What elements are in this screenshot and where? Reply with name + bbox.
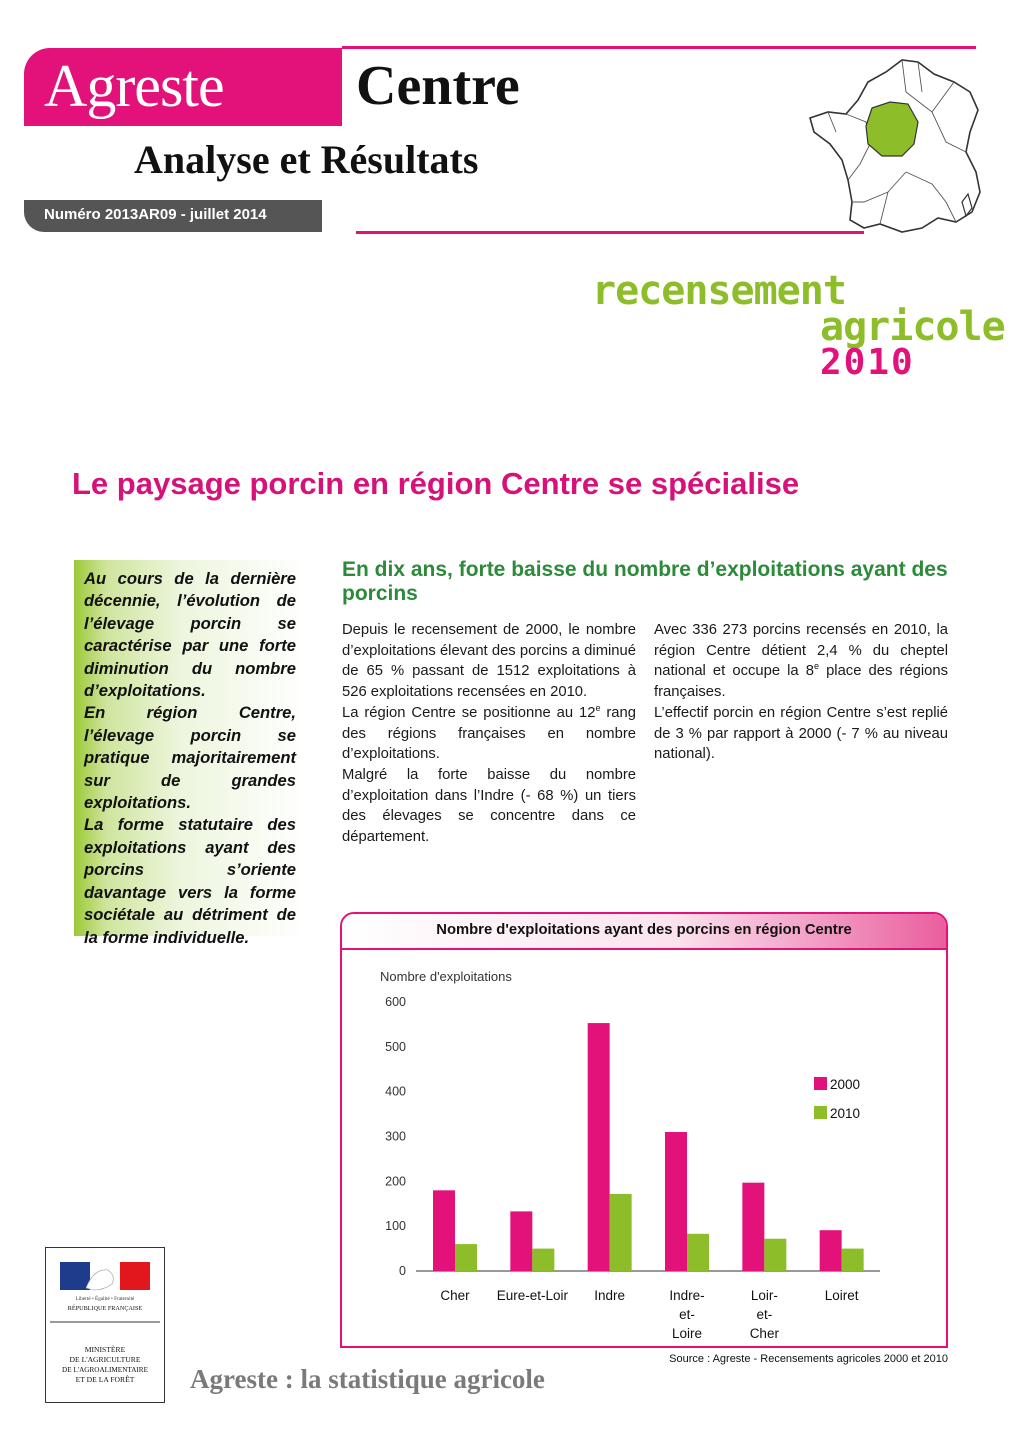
bar-2010-indre [610,1194,632,1271]
bar-2000-loiret [820,1230,842,1271]
bar-2000-eure-et-loir [510,1211,532,1271]
section-title: En dix ans, forte baisse du nombre d’exploitations ayant des porcins [342,558,948,605]
y-tick-label: 500 [385,1039,406,1054]
summary-paragraph: En région Centre, l’élevage porcin se pratique majoritairement sur de grandes exploitations. [84,703,296,813]
legend-label: 2000 [830,1077,861,1092]
ministry-line: DE L'AGROALIMENTAIRE [62,1366,148,1374]
bar-2000-indre [588,1023,610,1271]
article-paragraph: Depuis le recensement de 2000, le nombre d’exploitations élevant des porcins a diminué de 65 % passant de 1512 exploitations à 526 exploitations recensées en 2010. [342,622,636,701]
summary-text [84,568,296,949]
republic-label: RÉPUBLIQUE FRANÇAISE [67,1305,143,1312]
ministry-line: DE L'AGRICULTURE [69,1355,141,1364]
marianne-logo-icon [46,1248,164,1402]
article-paragraph: Malgré la forte baisse du nombre d’exploitation dans l’Indre (- 68 %) un tiers des élevages se concentre dans ce département. [342,766,636,846]
bar-2010-indre-et-loire [687,1234,709,1271]
ra-logo-line3: 2010 [820,342,915,383]
issue-number: Numéro 2013AR09 - juillet 2014 [44,206,267,223]
y-tick-label: 600 [385,995,406,1009]
bar-2010-cher [455,1244,477,1271]
header-bottom-rule [356,231,864,234]
x-tick-label: Eure-et-Loir [496,1288,568,1303]
bar-chart [342,950,946,1346]
y-tick-label: 200 [385,1174,406,1189]
article-paragraph: Avec 336 273 porcins recensés en 2010, la région Centre détient 2,4 % du cheptel national et occupe la 8e place des régions françaises. [654,622,948,701]
legend-label: 2010 [830,1106,861,1121]
article-paragraph: L’effectif porcin en région Centre s’est replié de 3 % par rapport à 2000 (- 7 % au niveau national). [654,704,948,763]
legend-swatch-2010 [814,1106,827,1119]
article-column-1 [342,620,636,848]
bar-2010-loir-et-cher [764,1239,786,1271]
summary-paragraph: Au cours de la dernière décennie, l’évolution de l’élevage porcin se caractérise par une forte diminution du nombre d’exploitations. [84,569,296,701]
summary-paragraph: La forme statutaire des exploitations ayant des porcins s’oriente davantage vers la forme sociétale au détriment de la forme individuelle. [84,815,296,947]
republic-motto: Liberté • Égalité • Fraternité [75,1296,135,1302]
ministry-line: ET DE LA FORÊT [75,1375,135,1384]
bar-2010-eure-et-loir [532,1249,554,1271]
y-axis-label: Nombre d'exploitations [380,969,512,984]
x-tick-label: Loiret [824,1288,859,1303]
bar-2000-loir-et-cher [742,1183,764,1271]
ra-logo-line1: recensement [592,268,846,314]
article-paragraph: La région Centre se positionne au 12e rang des régions françaises en nombre d’exploitations. [342,702,636,763]
ministry-line: MINISTÈRE [84,1345,126,1354]
ra-logo-line2: agricole [820,304,1005,350]
y-tick-label: 0 [399,1264,406,1278]
article-column-2 [654,620,948,765]
y-tick-label: 300 [385,1129,406,1144]
x-tick-label: Indre-et-Loire [669,1288,705,1341]
x-tick-label: Loir-et-Cher [749,1288,779,1341]
bar-2010-loiret [842,1249,864,1271]
footer-brand: Agreste : la statistique agricole [190,1364,545,1394]
header-top-rule [342,46,976,49]
france-map-icon [806,52,986,240]
y-tick-label: 400 [385,1084,406,1099]
x-tick-label: Indre [594,1288,626,1303]
bar-2000-cher [433,1190,455,1271]
ministry-logo [45,1247,165,1403]
x-tick-label: Cher [440,1288,470,1303]
chart-title: Nombre d'exploitations ayant des porcins en région Centre [436,922,852,938]
brand-logo: Agreste [44,53,224,119]
bar-2000-indre-et-loire [665,1132,687,1271]
y-tick-label: 100 [385,1219,406,1234]
region-title: Centre [356,55,520,117]
chart-source: Source : Agreste - Recensements agricoles 2000 et 2010 [669,1353,948,1365]
legend-swatch-2000 [814,1077,827,1090]
main-title: Le paysage porcin en région Centre se spécialise [72,466,800,501]
publication-subtitle: Analyse et Résultats [134,137,479,182]
